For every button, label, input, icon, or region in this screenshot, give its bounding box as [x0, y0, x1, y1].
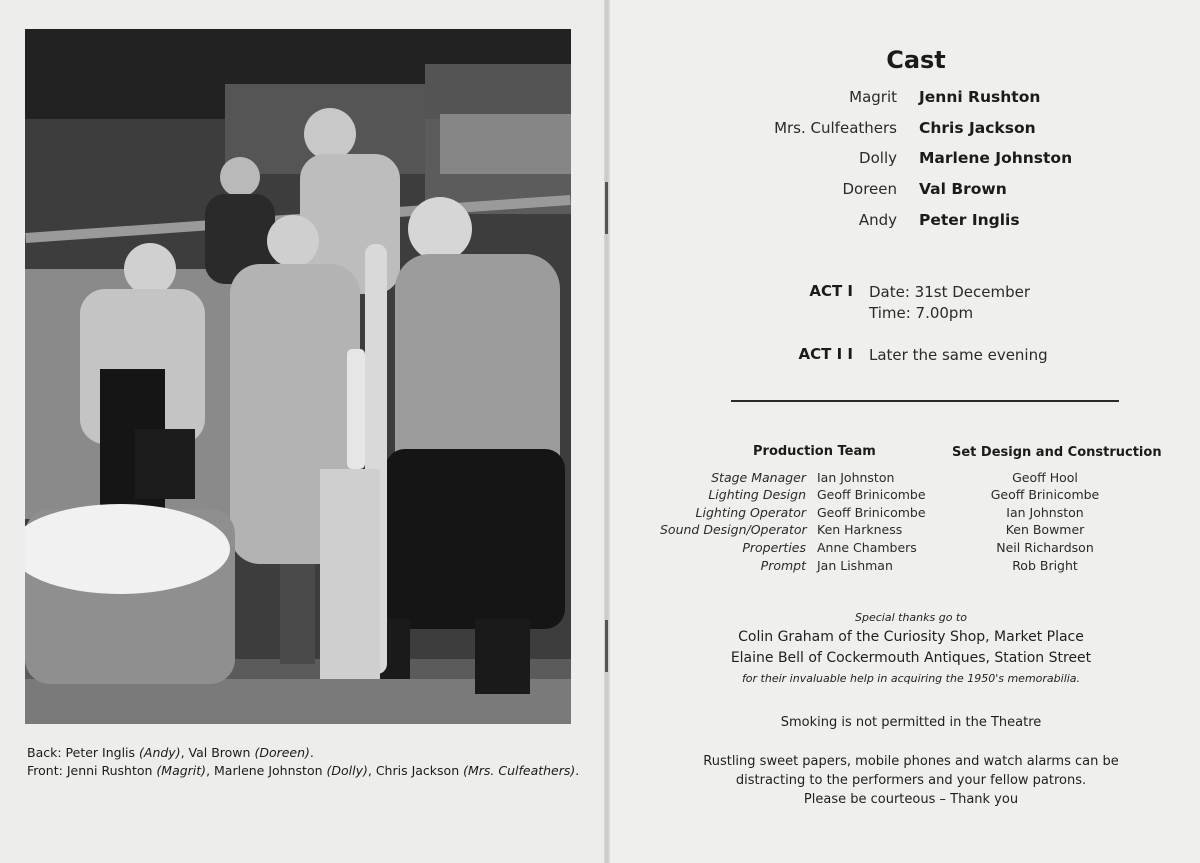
caption-front-line: [27, 762, 587, 780]
cast-actor: Jenni Rushton: [919, 88, 1041, 106]
set-design-heading: Set Design and Construction: [952, 445, 1162, 460]
caption-sep: ,: [206, 763, 215, 778]
production-role: Properties: [742, 540, 806, 555]
caption-sep: .: [309, 745, 314, 760]
caption-name: Val Brown: [188, 745, 255, 760]
cast-role: Doreen: [842, 180, 897, 198]
phones-notice-3: Please be courteous – Thank you: [803, 792, 1019, 807]
act-label: ACT I: [809, 282, 853, 300]
production-row: [660, 505, 960, 522]
production-name: Anne Chambers: [817, 540, 917, 555]
production-name: Geoff Brinicombe: [817, 487, 926, 502]
smoking-notice: Smoking is not permitted in the Theatre: [780, 715, 1042, 730]
cast-row: [700, 88, 1120, 112]
staple-bottom: [605, 620, 608, 672]
booklet-spine: [604, 0, 610, 863]
production-name: Ian Johnston: [817, 470, 895, 485]
production-role: Lighting Design: [708, 487, 806, 502]
caption-role: (Dolly): [326, 763, 368, 778]
production-role: Sound Design/Operator: [660, 522, 807, 537]
production-role: Stage Manager: [711, 470, 806, 485]
caption-role: (Magrit): [156, 763, 207, 778]
caption-role: (Andy): [139, 745, 181, 760]
set-crew-name: Rob Bright: [1012, 558, 1078, 573]
staple-top: [605, 182, 608, 234]
cast-heading: Cast: [886, 46, 946, 74]
act-detail: Date: 31st December: [869, 283, 1031, 301]
cast-row: [700, 149, 1120, 173]
set-crew-name: Ken Bowmer: [1005, 522, 1085, 537]
cast-actor: Peter Inglis: [919, 211, 1020, 229]
cast-role: Dolly: [859, 149, 897, 167]
cast-actor: Marlene Johnston: [919, 149, 1073, 167]
caption-front-prefix: Front:: [27, 763, 67, 778]
cast-role: Andy: [858, 211, 897, 229]
caption-name: Jenni Rushton: [66, 763, 157, 778]
caption-name: Peter Inglis: [65, 745, 140, 760]
phones-notice-2: distracting to the performers and your fellow patrons.: [735, 773, 1087, 788]
cast-actor: Chris Jackson: [919, 119, 1036, 137]
production-row: [660, 470, 960, 487]
divider-rule: [731, 400, 1119, 402]
caption-sep: ,: [367, 763, 376, 778]
caption-role: (Mrs. Culfeathers): [463, 763, 576, 778]
cast-role: Magrit: [849, 88, 897, 106]
thanks-line-2: Elaine Bell of Cockermouth Antiques, Station Street: [730, 650, 1092, 666]
cast-row: [700, 211, 1120, 235]
act-detail: Time: 7.00pm: [869, 304, 974, 322]
production-role: Prompt: [760, 558, 806, 573]
thanks-note: for their invaluable help in acquiring the 1950's memorabilia.: [741, 672, 1081, 685]
production-name: Jan Lishman: [817, 558, 893, 573]
caption-sep: ,: [180, 745, 189, 760]
production-row: [660, 540, 960, 557]
act-detail: Later the same evening: [869, 346, 1048, 364]
production-name: Ken Harkness: [817, 522, 903, 537]
thanks-intro: Special thanks go to: [855, 611, 967, 624]
set-crew-name: Geoff Hool: [1012, 470, 1078, 485]
cast-role: Mrs. Culfeathers: [774, 119, 897, 137]
caption-back-line: [27, 744, 587, 762]
production-row: [660, 558, 960, 575]
act-label: ACT I I: [798, 345, 853, 363]
phones-notice-1: Rustling sweet papers, mobile phones and watch alarms can be: [703, 754, 1119, 769]
production-team-heading: Production Team: [753, 444, 876, 459]
caption-name: Marlene Johnston: [214, 763, 327, 778]
set-crew-name: Neil Richardson: [996, 540, 1094, 555]
production-row: [660, 487, 960, 504]
caption-back-prefix: Back:: [27, 745, 66, 760]
caption-sep: .: [575, 763, 580, 778]
photo-caption: [27, 744, 587, 780]
set-crew-name: Ian Johnston: [1006, 505, 1084, 520]
cast-row: [700, 180, 1120, 204]
caption-name: Chris Jackson: [375, 763, 464, 778]
cast-photograph: [25, 29, 571, 724]
production-row: [660, 522, 960, 539]
thanks-line-1: Colin Graham of the Curiosity Shop, Market Place: [738, 629, 1084, 645]
caption-role: (Doreen): [254, 745, 310, 760]
production-name: Geoff Brinicombe: [817, 505, 926, 520]
set-crew-name: Geoff Brinicombe: [990, 487, 1100, 502]
production-role: Lighting Operator: [695, 505, 806, 520]
cast-row: [700, 119, 1120, 143]
cast-actor: Val Brown: [919, 180, 1007, 198]
